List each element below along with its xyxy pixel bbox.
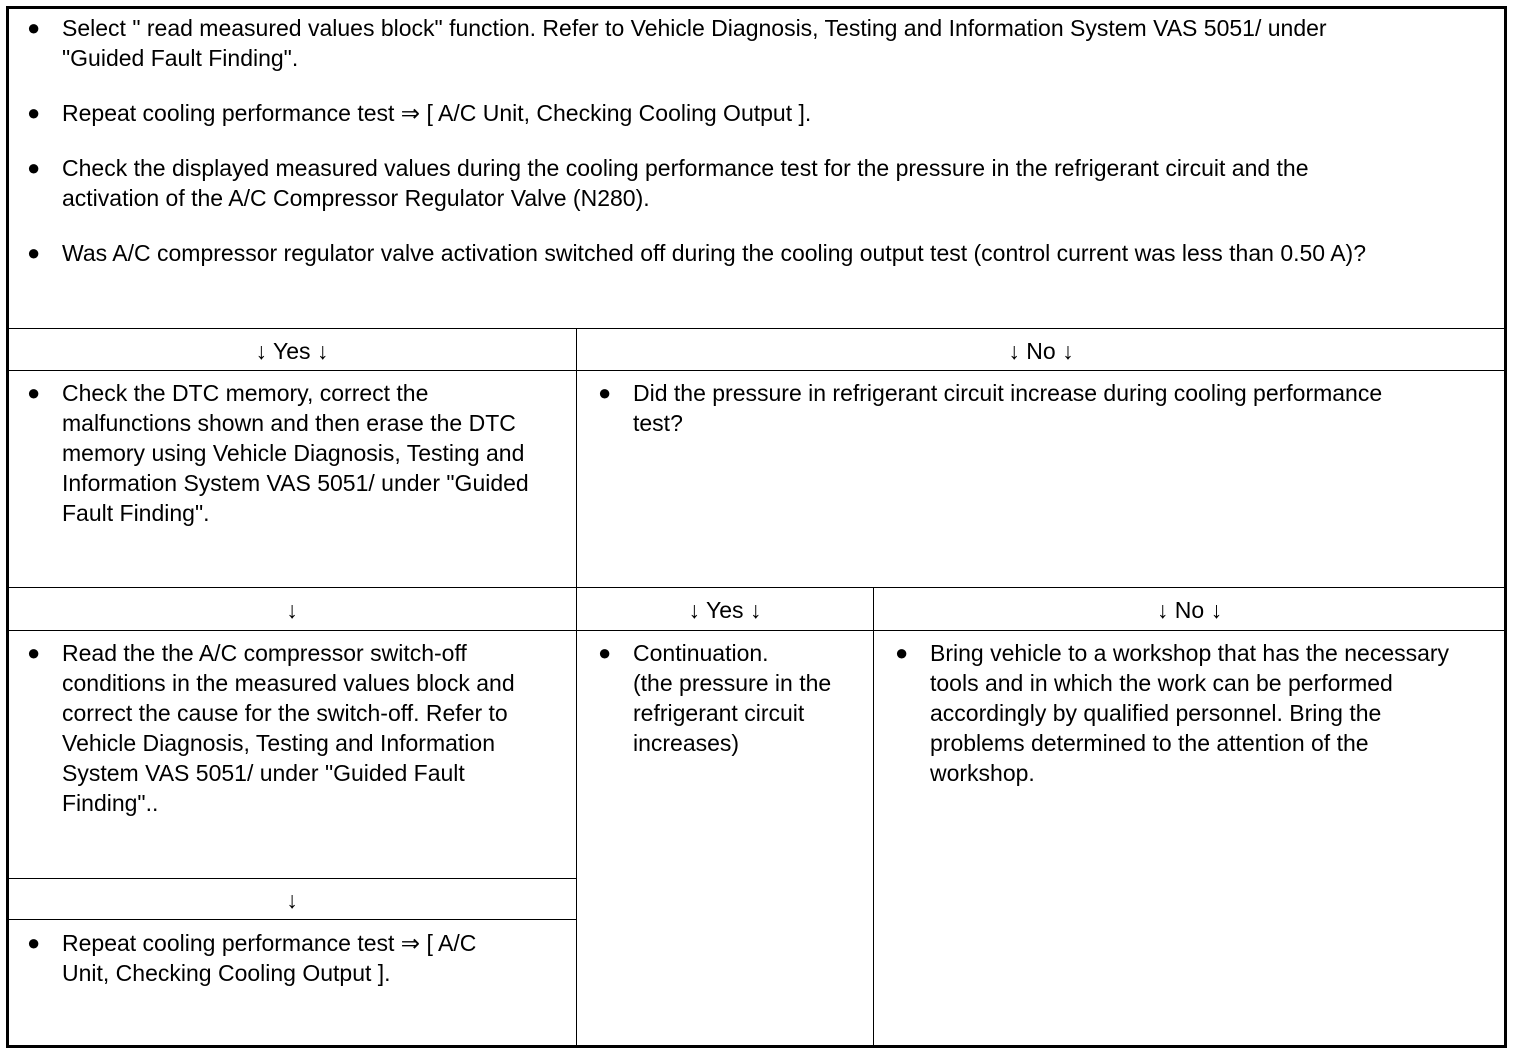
step-text: Check the displayed measured values during the cooling performance test for the pressure in the refrigerant circuit and the activation of the A/C Compressor Regulator Valve (N280). [62, 155, 1309, 211]
step-text: Bring vehicle to a workshop that has the necessary tools and in which the work can be performed accordingly by qualified personnel. Bring the problems determined to the attention of the workshop. [930, 640, 1450, 786]
bullet-icon: ● [27, 930, 41, 955]
step-text: Check the DTC memory, correct the malfunctions shown and then erase the DTC memory using Vehicle Diagnosis, Testing and Information System VAS 5051/ under "Guided Fault Finding". [62, 380, 529, 526]
step-text: Repeat cooling performance test ⇒ [ A/C Unit, Checking Cooling Output ]. [62, 100, 812, 126]
step-text: Repeat cooling performance test ⇒ [ A/C Unit, Checking Cooling Output ]. [62, 930, 477, 986]
divider [873, 587, 874, 1046]
arrow-header: ↓ [286, 887, 298, 913]
step-text: Read the the A/C compressor switch-off conditions in the measured values block and correct the cause for the switch-off. Refer to Vehicle Diagnosis, Testing and Information System VAS 5051/ under "Guided Fault Finding".. [62, 640, 515, 816]
step-text: Select " read measured values block" function. Refer to Vehicle Diagnosis, Testing and Information System VAS 5051/ under "Guided Fault Finding". [62, 15, 1327, 71]
bullet-icon: ● [27, 155, 41, 180]
arrow-header: ↓ [286, 597, 298, 623]
bullet-icon: ● [27, 15, 41, 40]
bullet-icon: ● [598, 640, 612, 665]
yes-branch-header: ↓ Yes ↓ [688, 597, 762, 623]
divider [576, 328, 577, 1046]
divider [8, 630, 1505, 631]
bullet-icon: ● [27, 640, 41, 665]
step-text: Continuation. (the pressure in the refrigerant circuit increases) [633, 640, 832, 756]
step-text: Did the pressure in refrigerant circuit increase during cooling performance test? [633, 380, 1383, 436]
bullet-icon: ● [598, 380, 612, 405]
bullet-icon: ● [27, 100, 41, 125]
bullet-icon: ● [895, 640, 909, 665]
bullet-icon: ● [27, 240, 41, 265]
step-text: Was A/C compressor regulator valve activation switched off during the cooling output test (control current was less than 0.50 A)? [62, 240, 1366, 266]
bullet-icon: ● [27, 380, 41, 405]
no-branch-header: ↓ No ↓ [1156, 597, 1223, 623]
no-branch-header: ↓ No ↓ [1008, 338, 1074, 364]
yes-branch-header: ↓ Yes ↓ [255, 338, 329, 364]
